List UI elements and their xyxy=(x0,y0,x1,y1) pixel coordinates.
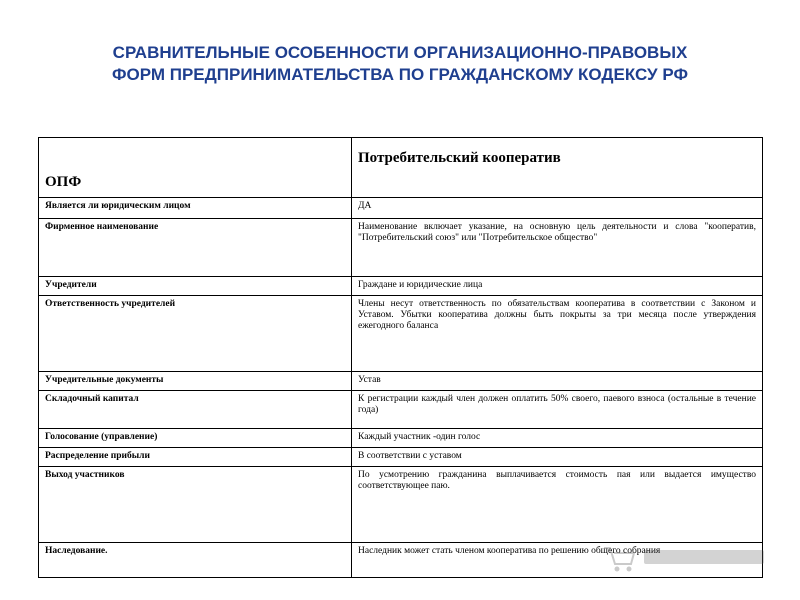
row-value: Наследник может стать членом кооператива по решению общего собрания xyxy=(352,543,763,578)
row-value: Члены несут ответственность по обязательствам кооператива в соответствии с Законом и Уставом. Убытки кооператива должны быть покрыты за три месяца после утверждения ежегодного баланса xyxy=(352,296,763,372)
row-key: Наследование. xyxy=(39,543,352,578)
row-key: Распределение прибыли xyxy=(39,448,352,467)
row-value: ДА xyxy=(352,198,763,219)
table-row xyxy=(39,391,763,429)
table-row xyxy=(39,198,763,219)
row-value: По усмотрению гражданина выплачивается стоимость пая или выдается имущество соответствующее паю. xyxy=(352,467,763,543)
row-value: Наименование включает указание, на основную цель деятельности и слова "кооператив, "Потребительский союз" или "Потребительское общество" xyxy=(352,219,763,277)
table-row xyxy=(39,448,763,467)
table-row xyxy=(39,372,763,391)
header-cooperative-cell: Потребительский кооператив xyxy=(352,138,763,198)
row-key: Фирменное наименование xyxy=(39,219,352,277)
comparison-table xyxy=(38,137,763,578)
row-key: Складочный капитал xyxy=(39,391,352,429)
row-value: В соответствии с уставом xyxy=(352,448,763,467)
table-row xyxy=(39,467,763,543)
row-key: Учредительные документы xyxy=(39,372,352,391)
table-row xyxy=(39,219,763,277)
watermark-logo xyxy=(600,540,770,574)
row-value: Граждане и юридические лица xyxy=(352,277,763,296)
row-value: Каждый участник -один голос xyxy=(352,429,763,448)
row-value: Устав xyxy=(352,372,763,391)
table-row xyxy=(39,277,763,296)
table-header-row xyxy=(39,138,763,198)
table-row xyxy=(39,296,763,372)
row-key: Голосование (управление) xyxy=(39,429,352,448)
row-value: К регистрации каждый член должен оплатить 50% своего, паевого взноса (остальные в течение года) xyxy=(352,391,763,429)
header-opf-cell: ОПФ xyxy=(39,138,352,198)
row-key: Является ли юридическим лицом xyxy=(39,198,352,219)
title-line-1: СРАВНИТЕЛЬНЫЕ ОСОБЕННОСТИ ОРГАНИЗАЦИОННО-ПРАВОВЫХ xyxy=(112,43,688,62)
row-key: Выход участников xyxy=(39,467,352,543)
row-key: Учредители xyxy=(39,277,352,296)
page-title xyxy=(40,42,760,86)
row-key: Ответственность учредителей xyxy=(39,296,352,372)
title-line-2: ФОРМ ПРЕДПРИНИМАТЕЛЬСТВА ПО ГРАЖДАНСКОМУ КОДЕКСУ РФ xyxy=(112,65,688,84)
table-row xyxy=(39,429,763,448)
